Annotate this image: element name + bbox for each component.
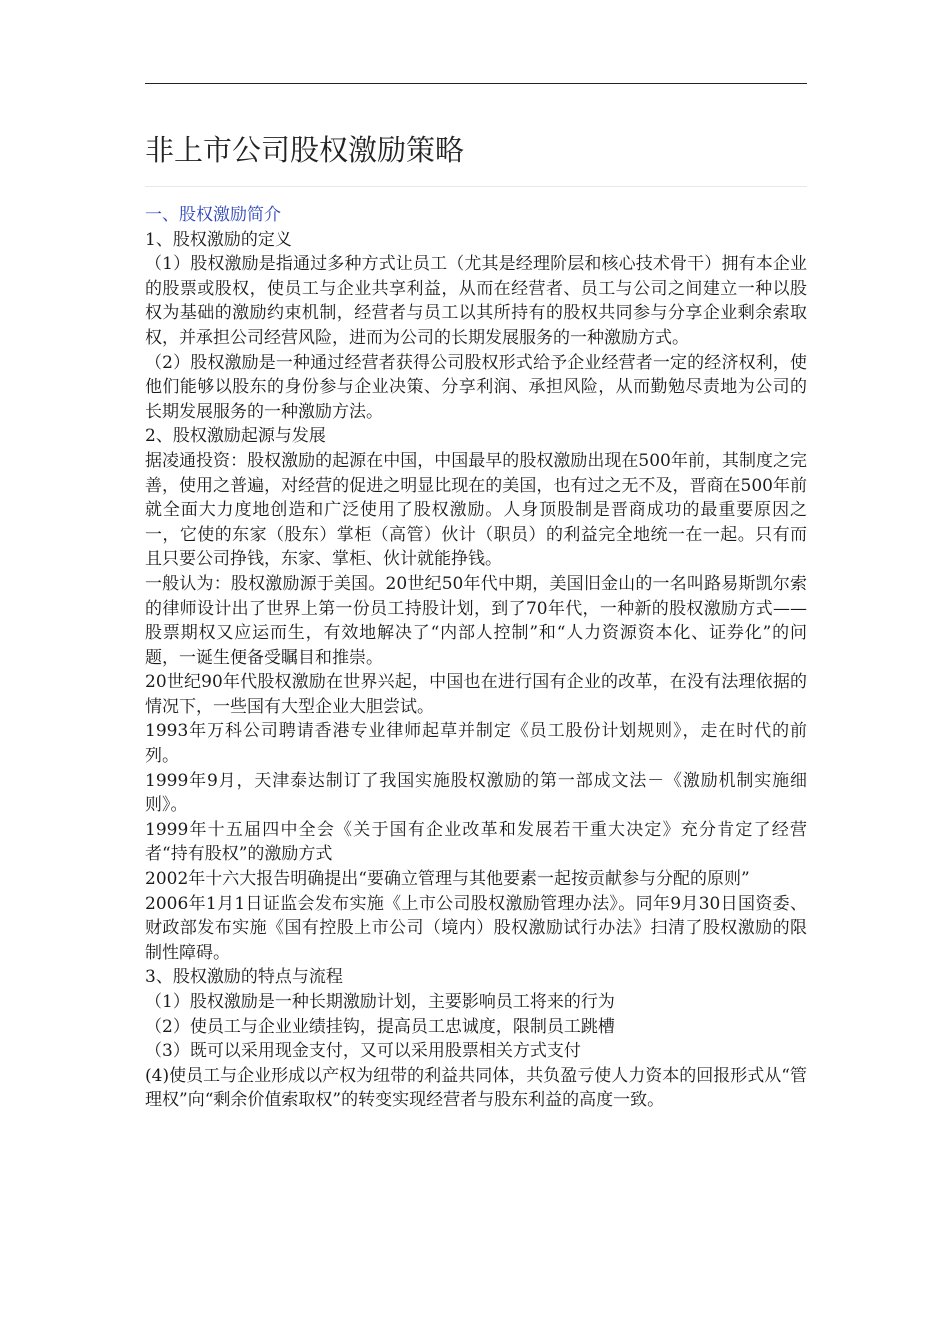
paragraph: 2002年十六大报告明确提出“要确立管理与其他要素一起按贡献参与分配的原则” bbox=[145, 869, 750, 890]
list-item: (4)使员工与企业形成以产权为纽带的利益共同体，共负盈亏使人力资本的回报形式从“管理权”向“剩余价值索取权”的转变实现经营者与股东利益的高度一致。 bbox=[145, 1065, 807, 1111]
subheading: 3、股权激励的特点与流程 bbox=[145, 967, 343, 988]
list-item: （3）既可以采用现金支付，又可以采用股票相关方式支付 bbox=[145, 1041, 581, 1062]
paragraph: 2006年1月1日证监会发布实施《上市公司股权激励管理办法》。同年9月30日国资委、财政部发布实施《国有控股上市公司（境内）股权激励试行办法》扫清了股权激励的限制性障碍。 bbox=[145, 893, 807, 963]
list-item: （2）使员工与企业业绩挂钩，提高员工忠诚度，限制员工跳槽 bbox=[145, 1016, 615, 1037]
paragraph: （1）股权激励是指通过多种方式让员工（尤其是经理阶层和核心技术骨干）拥有本企业的股票或股权，使员工与企业共享利益，从而在经营者、员工与公司之间建立一种以股权为基础的激励约束机制，经营者与员工以其所持有的股权共同参与分享企业剩余索取权，并承担公司经营风险，进而为公司的长期发展服务的一种激励方式。 bbox=[145, 254, 807, 348]
title-divider bbox=[145, 186, 807, 187]
paragraph: （2）股权激励是一种通过经营者获得公司股权形式给予企业经营者一定的经济权利，使他们能够以股东的身份参与企业决策、分享利润、承担风险，从而勤勉尽责地为公司的长期发展服务的一种激励方法。 bbox=[145, 352, 807, 422]
article-body bbox=[145, 203, 807, 1113]
paragraph: 1999年十五届四中全会《关于国有企业改革和发展若干重大决定》充分肯定了经营者“持有股权”的激励方式 bbox=[145, 819, 807, 865]
paragraph: 1993年万科公司聘请香港专业律师起草并制定《员工股份计划规则》，走在时代的前列。 bbox=[145, 721, 807, 767]
paragraph: 据凌通投资：股权激励的起源在中国，中国最早的股权激励出现在500年前，其制度之完善，使用之普遍，对经营的促进之明显比现在的美国，也有过之无不及，晋商在500年前就全面大力度地创造和广泛使用了股权激励。人身顶股制是晋商成功的最重要原因之一，它使的东家（股东）掌柜（高管）伙计（职员）的利益完全地统一在一起。只有而且只要公司挣钱，东家、掌柜、伙计就能挣钱。 bbox=[145, 450, 807, 570]
subheading: 1、股权激励的定义 bbox=[145, 229, 292, 250]
paragraph: 20世纪90年代股权激励在世界兴起，中国也在进行国有企业的改革，在没有法理依据的情况下，一些国有大型企业大胆尝试。 bbox=[145, 672, 807, 717]
subheading: 2、股权激励起源与发展 bbox=[145, 426, 326, 447]
paragraph: 一般认为：股权激励源于美国。20世纪50年代中期，美国旧金山的一名叫路易斯凯尔索的律师设计出了世界上第一份员工持股计划，到了70年代，一种新的股权激励方式——股票期权又应运而生，有效地解决了“内部人控制”和“人力资源资本化、证券化”的问题，一诞生便备受瞩目和推崇。 bbox=[145, 573, 807, 668]
paragraph: 1999年9月，天津泰达制订了我国实施股权激励的第一部成文法－《激励机制实施细则》。 bbox=[145, 770, 807, 816]
section-heading: 一、股权激励简介 bbox=[145, 205, 281, 225]
page-title: 非上市公司股权激励策略 bbox=[145, 133, 465, 167]
list-item: （1）股权激励是一种长期激励计划，主要影响员工将来的行为 bbox=[145, 992, 615, 1012]
top-divider bbox=[145, 83, 807, 84]
